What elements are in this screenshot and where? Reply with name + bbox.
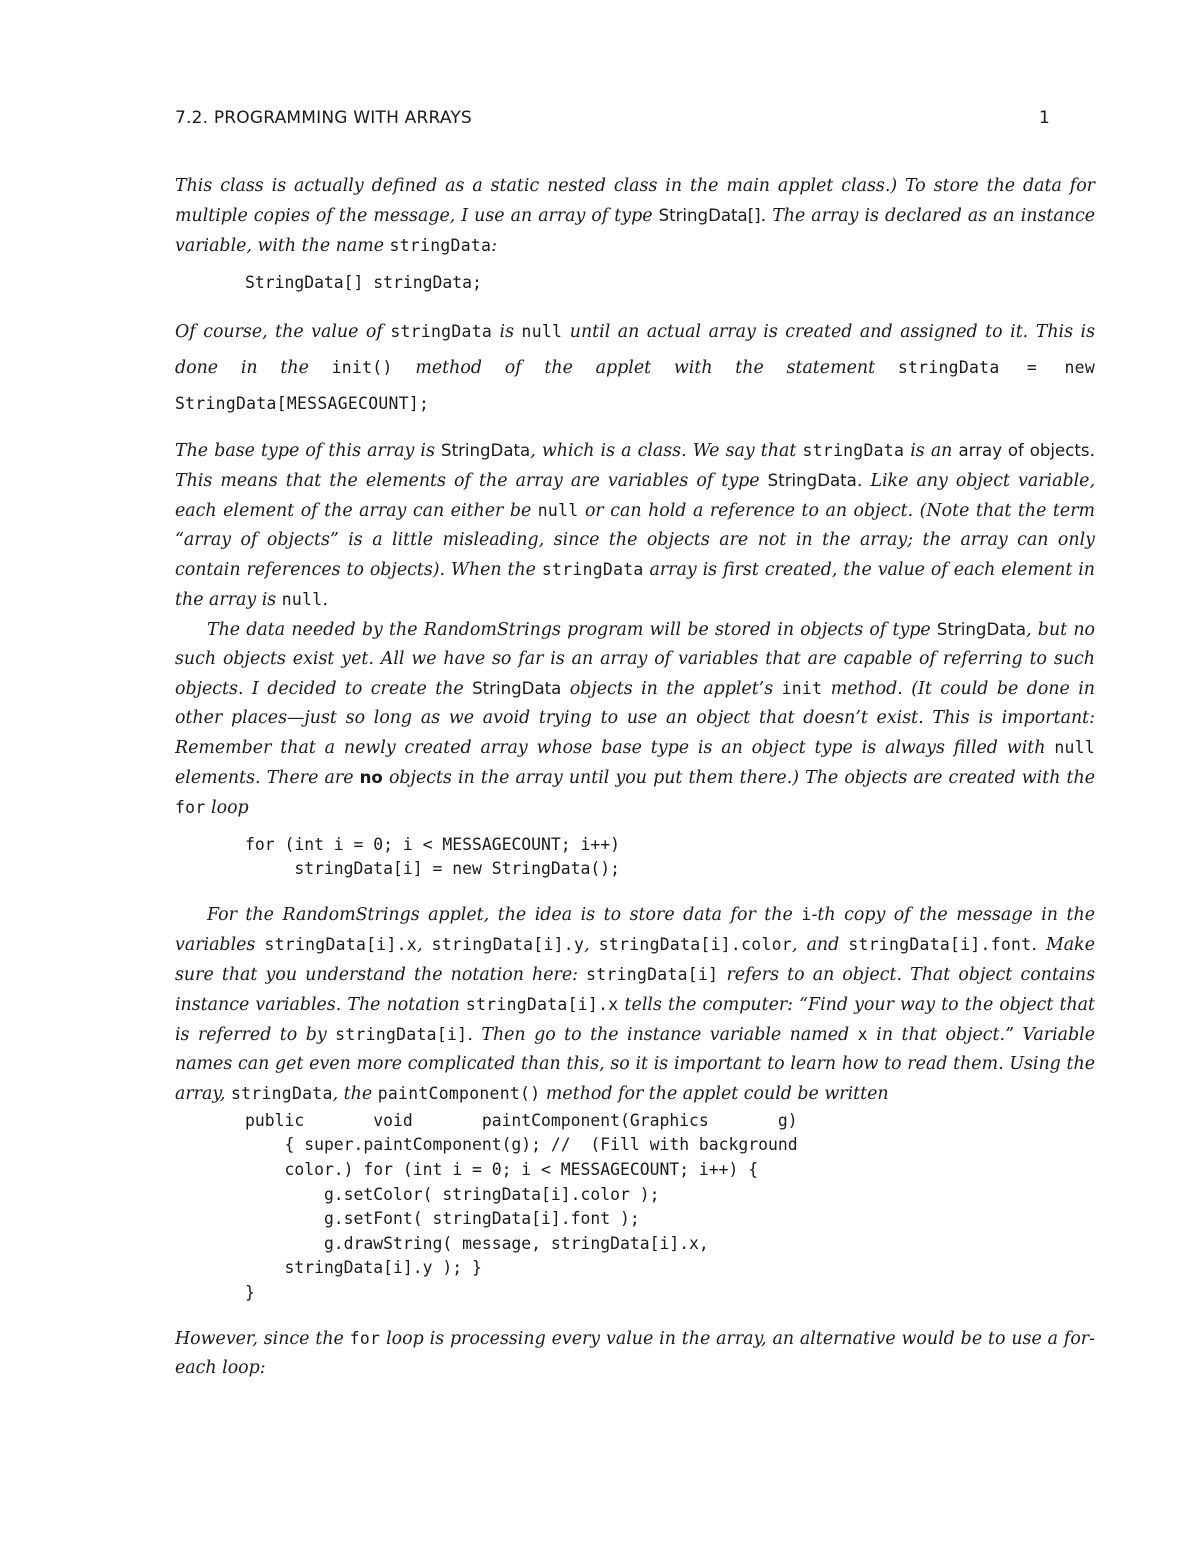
paragraph-6: However, since the for loop is processing every value in the array, an alternative would be to use a for-each loop: — [175, 1328, 1095, 1378]
paragraph-2: Of course, the value of stringData is null until an actual array is created and assigned to it. This is done in the init() method of the applet with the statement stringData = new StringData[MESSAGECOUNT]; — [175, 321, 1095, 413]
section-title: 7.2. PROGRAMMING WITH ARRAYS — [175, 108, 472, 128]
document-page — [175, 108, 1095, 1383]
paragraph-5: For the RandomStrings applet, the idea is to store data for the i-th copy of the message in the variables stringData[i].x, stringData[i].y, stringData[i].color, and stringData[i].font. Make sure that you understand the notation here: stringData[i] refers to an object. That object contains instance variables. The notation stringData[i].x tells the computer: “Find your way to the object that is referred to by stringData[i]. Then go to the instance variable named x in that object.” Variable names can get even more complicated than this, so it is important to learn how to read them. Using the array, stringData, the paintComponent() method for the applet could be written — [175, 904, 1096, 1104]
paragraph-1: This class is actually defined as a static nested class in the main applet class.) To store the data for multiple copies of the message, I use an array of type StringData[]. The array is declared as an instance variable, with the name stringData: — [175, 176, 1095, 256]
code-paint-component: public void paintComponent(Graphics g) { super.paintComponent(g); // (Fill with background color.) for (int i = 0; i < MESSAGECOUNT; i++) { g.setColor( stringData[i].color ); g.setFont( stringData[i].font ); g.drawString( message, stringData[i].x, stringData[i].y ); } } — [245, 1110, 798, 1302]
running-header — [175, 108, 1095, 128]
code-declaration: StringData[] stringData; — [245, 273, 482, 292]
code-for-loop: for (int i = 0; i < MESSAGECOUNT; i++) stringData[i] = new StringData(); — [245, 834, 620, 879]
paragraph-4: The data needed by the RandomStrings program will be stored in objects of type StringData, but no such objects exist yet. All we have so far is an array of variables that are capable of referring to such objects. I decided to create the StringData objects in the applet’s init method. (It could be done in other places—just so long as we avoid trying to use an object that doesn’t exist. This is important: Remember that a newly created array whose base type is an object type is always filled with null elements. There are no objects in the array until you put them there.) The objects are created with the for loop — [175, 619, 1095, 818]
paragraph-3: The base type of this array is StringData, which is a class. We say that stringData is an array of objects. This means that the elements of the array are variables of type StringData. Like any object variable, each element of the array can either be null or can hold a reference to an object. (Note that the term “array of objects” is a little misleading, since the objects are not in the array; the array can only contain references to objects). When the stringData array is first created, the value of each element in the array is null. — [175, 440, 1096, 610]
page-number: 1 — [1038, 108, 1050, 128]
